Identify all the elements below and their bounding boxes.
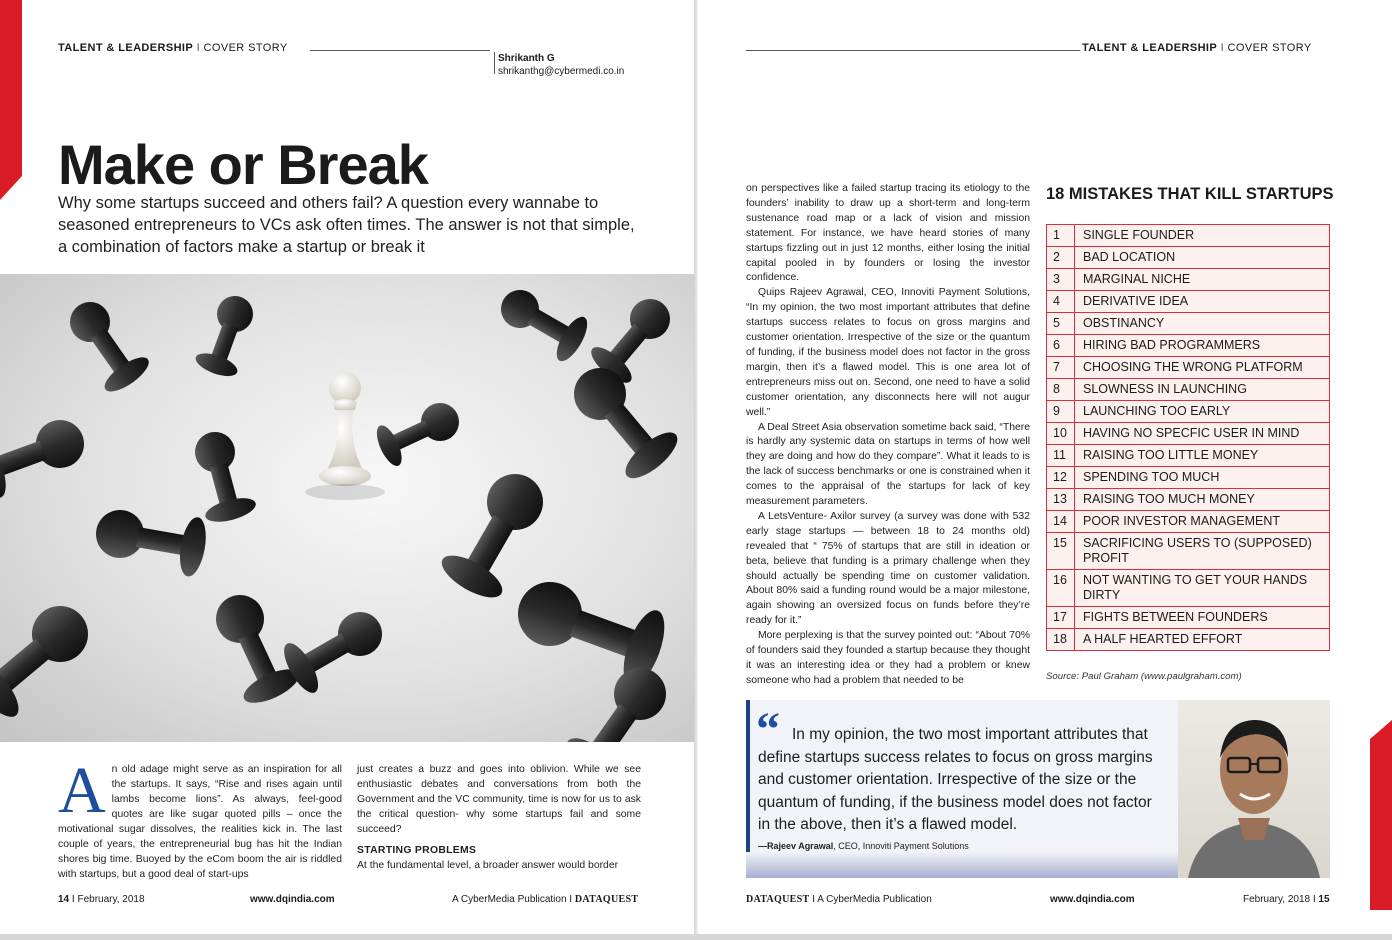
table-row: 7 CHOOSING THE WRONG PLATFORM (1047, 357, 1329, 379)
table-row: 5 OBSTINANCY (1047, 313, 1329, 335)
kicker-rule-right (746, 50, 1080, 51)
folio-url-right[interactable]: www.dqindia.com (1050, 894, 1135, 905)
person-portrait-icon (1178, 700, 1330, 878)
table-row: 10 HAVING NO SPECFIC USER IN MIND (1047, 423, 1329, 445)
drop-cap: A (58, 754, 106, 827)
quote-attribution: —Rajeev Agrawal, CEO, Innoviti Payment Solutions (758, 841, 969, 851)
table-row: 17 FIGHTS BETWEEN FOUNDERS (1047, 607, 1329, 629)
author-email[interactable]: shrikanthg@cybermedi.co.in (498, 66, 625, 77)
table-row: 4 DERIVATIVE IDEA (1047, 291, 1329, 313)
article-column-2: just creates a buzz and goes into oblivion. While we see enthusiastic debates and conversations from both the Government and the VC community, time is now for us to ask the critical question- why some startups fail and some succeed? STARTING PROBLEMS At the fundamental level, a broader answer would border (357, 764, 641, 871)
sidebar-title: 18 MISTAKES THAT KILL STARTUPS (1046, 185, 1334, 203)
article-column-1: An old adage might serve as an inspiration for all the startups. It says, “Rise and rises again until lambs become lions”. As always, feel-good quotes are like sugar quoted pills – once the motivational sugar dissolves, the realities kick in. The last couple of years, the entrepreneurial bug has hit the Indian shores big time. Buoyed by the eCom boom the air is riddled with startups, but a good deal of start-ups (58, 754, 342, 880)
table-row: 9 LAUNCHING TOO EARLY (1047, 401, 1329, 423)
table-row: 3 MARGINAL NICHE (1047, 269, 1329, 291)
article-column-3: on perspectives like a failed startup tracing its etiology to the founders’ inability to draw up a short-term and long-term sustenance road map or a lack of vision and mission statement. For instance, we have heard stories of many startups fizzling out in just 12 months, either losing the initial capital pooled in by founders or losing the investor confidence. Quips Rajeev Agrawal, CEO, Innoviti Payment Solutions, “In my opinion, the two most important attributes that define startups success relates to focus on gross margins and customer orientation. Irrespective of the size or the quantum of funding, if the business model does not factor in the gross margin, then it’s a flawed model. This is one area lot of entrepreneurs miss out on. Second, one need to have a solid customer orientation, any disconnects here will not augur well.” A Deal Street Asia observation sometime back said, “There is hardly any systemic data on startups in terms of how well they are doing and how do they compare”. What it leads to is the lack of success benchmarks or one is constrained when it comes to the appraisal of the startups for lack of key measurement parameters. A LetsVenture- Axilor survey (a survey was done with 532 early stage startups — between 18 to 24 months old) revealed that “ 75% of startups that are still in ideation or beta, believe that funding is a primary challenge when they should actually be spending time on customer validation. About 80% said a funding round would be a major milestone, again showing an oversized focus on funds before they’re ready for it.” More perplexing is that the survey pointed out: “About 70% of founders said they founded a startup because they thought it was an interesting idea or they had a problem or knew someone who had a problem that needed to be (746, 183, 1030, 686)
author-name: Shrikanth G (498, 53, 555, 64)
section-kicker-right: TALENT & LEADERSHIP I COVER STORY (1082, 42, 1312, 54)
standfirst: Why some startups succeed and others fail? A question every wannabe to seasoned entrepreneurs to VCs ask often times. The answer is not that simple, a combination of factors make a startup or break it (58, 194, 635, 256)
table-row: 14 POOR INVESTOR MANAGEMENT (1047, 511, 1329, 533)
red-edge-tab (0, 0, 22, 200)
table-row: 18 A HALF HEARTED EFFORT (1047, 629, 1329, 650)
table-row: 15 SACRIFICING USERS TO (SUPPOSED) PROFIT (1047, 533, 1329, 570)
left-page (0, 0, 694, 934)
bottom-edge (0, 934, 1392, 940)
portrait-photo (1178, 700, 1330, 878)
quote-mark-icon: “ (756, 703, 780, 756)
byline-divider (494, 52, 495, 74)
pull-quote-box (746, 700, 1330, 878)
section-kicker: TALENT & LEADERSHIP I COVER STORY (58, 42, 288, 54)
byline (498, 52, 624, 78)
right-page (698, 0, 1392, 934)
table-row: 6 HIRING BAD PROGRAMMERS (1047, 335, 1329, 357)
headline: Make or Break (58, 133, 428, 196)
table-row: 16 NOT WANTING TO GET YOUR HANDS DIRTY (1047, 570, 1329, 607)
table-row: 11 RAISING TOO LITTLE MONEY (1047, 445, 1329, 467)
folio-left: 14 I February, 2018 (58, 894, 145, 905)
quote-accent-bar (746, 700, 750, 852)
table-row: 13 RAISING TOO MUCH MONEY (1047, 489, 1329, 511)
kicker-rule (310, 50, 490, 51)
table-row: 1 SINGLE FOUNDER (1047, 225, 1329, 247)
folio-publisher-left: A CyberMedia Publication I DATAQUEST (452, 894, 639, 905)
folio-right: February, 2018 I 15 (1243, 894, 1330, 905)
table-row: 8 SLOWNESS IN LAUNCHING (1047, 379, 1329, 401)
white-pawn (305, 372, 385, 500)
chess-illustration (0, 274, 694, 742)
hero-image-chess-pieces (0, 274, 694, 742)
table-row: 2 BAD LOCATION (1047, 247, 1329, 269)
red-edge-tab-right (1370, 720, 1392, 910)
subhead-starting-problems: STARTING PROBLEMS (357, 845, 477, 856)
table-row: 12 SPENDING TOO MUCH (1047, 467, 1329, 489)
mistakes-table (1046, 224, 1330, 651)
folio-publisher-right: DATAQUEST I A CyberMedia Publication (746, 894, 932, 905)
table-source-note: Source: Paul Graham (www.paulgraham.com) (1046, 671, 1242, 682)
folio-url-left[interactable]: www.dqindia.com (250, 894, 335, 905)
pull-quote-text: In my opinion, the two most important attributes that define startups success relates to focus on gross margins and customer orientation. Irrespective of the size or the quantum of funding, if the business model does not factor in the above, then it’s a flawed model. (758, 726, 1153, 833)
